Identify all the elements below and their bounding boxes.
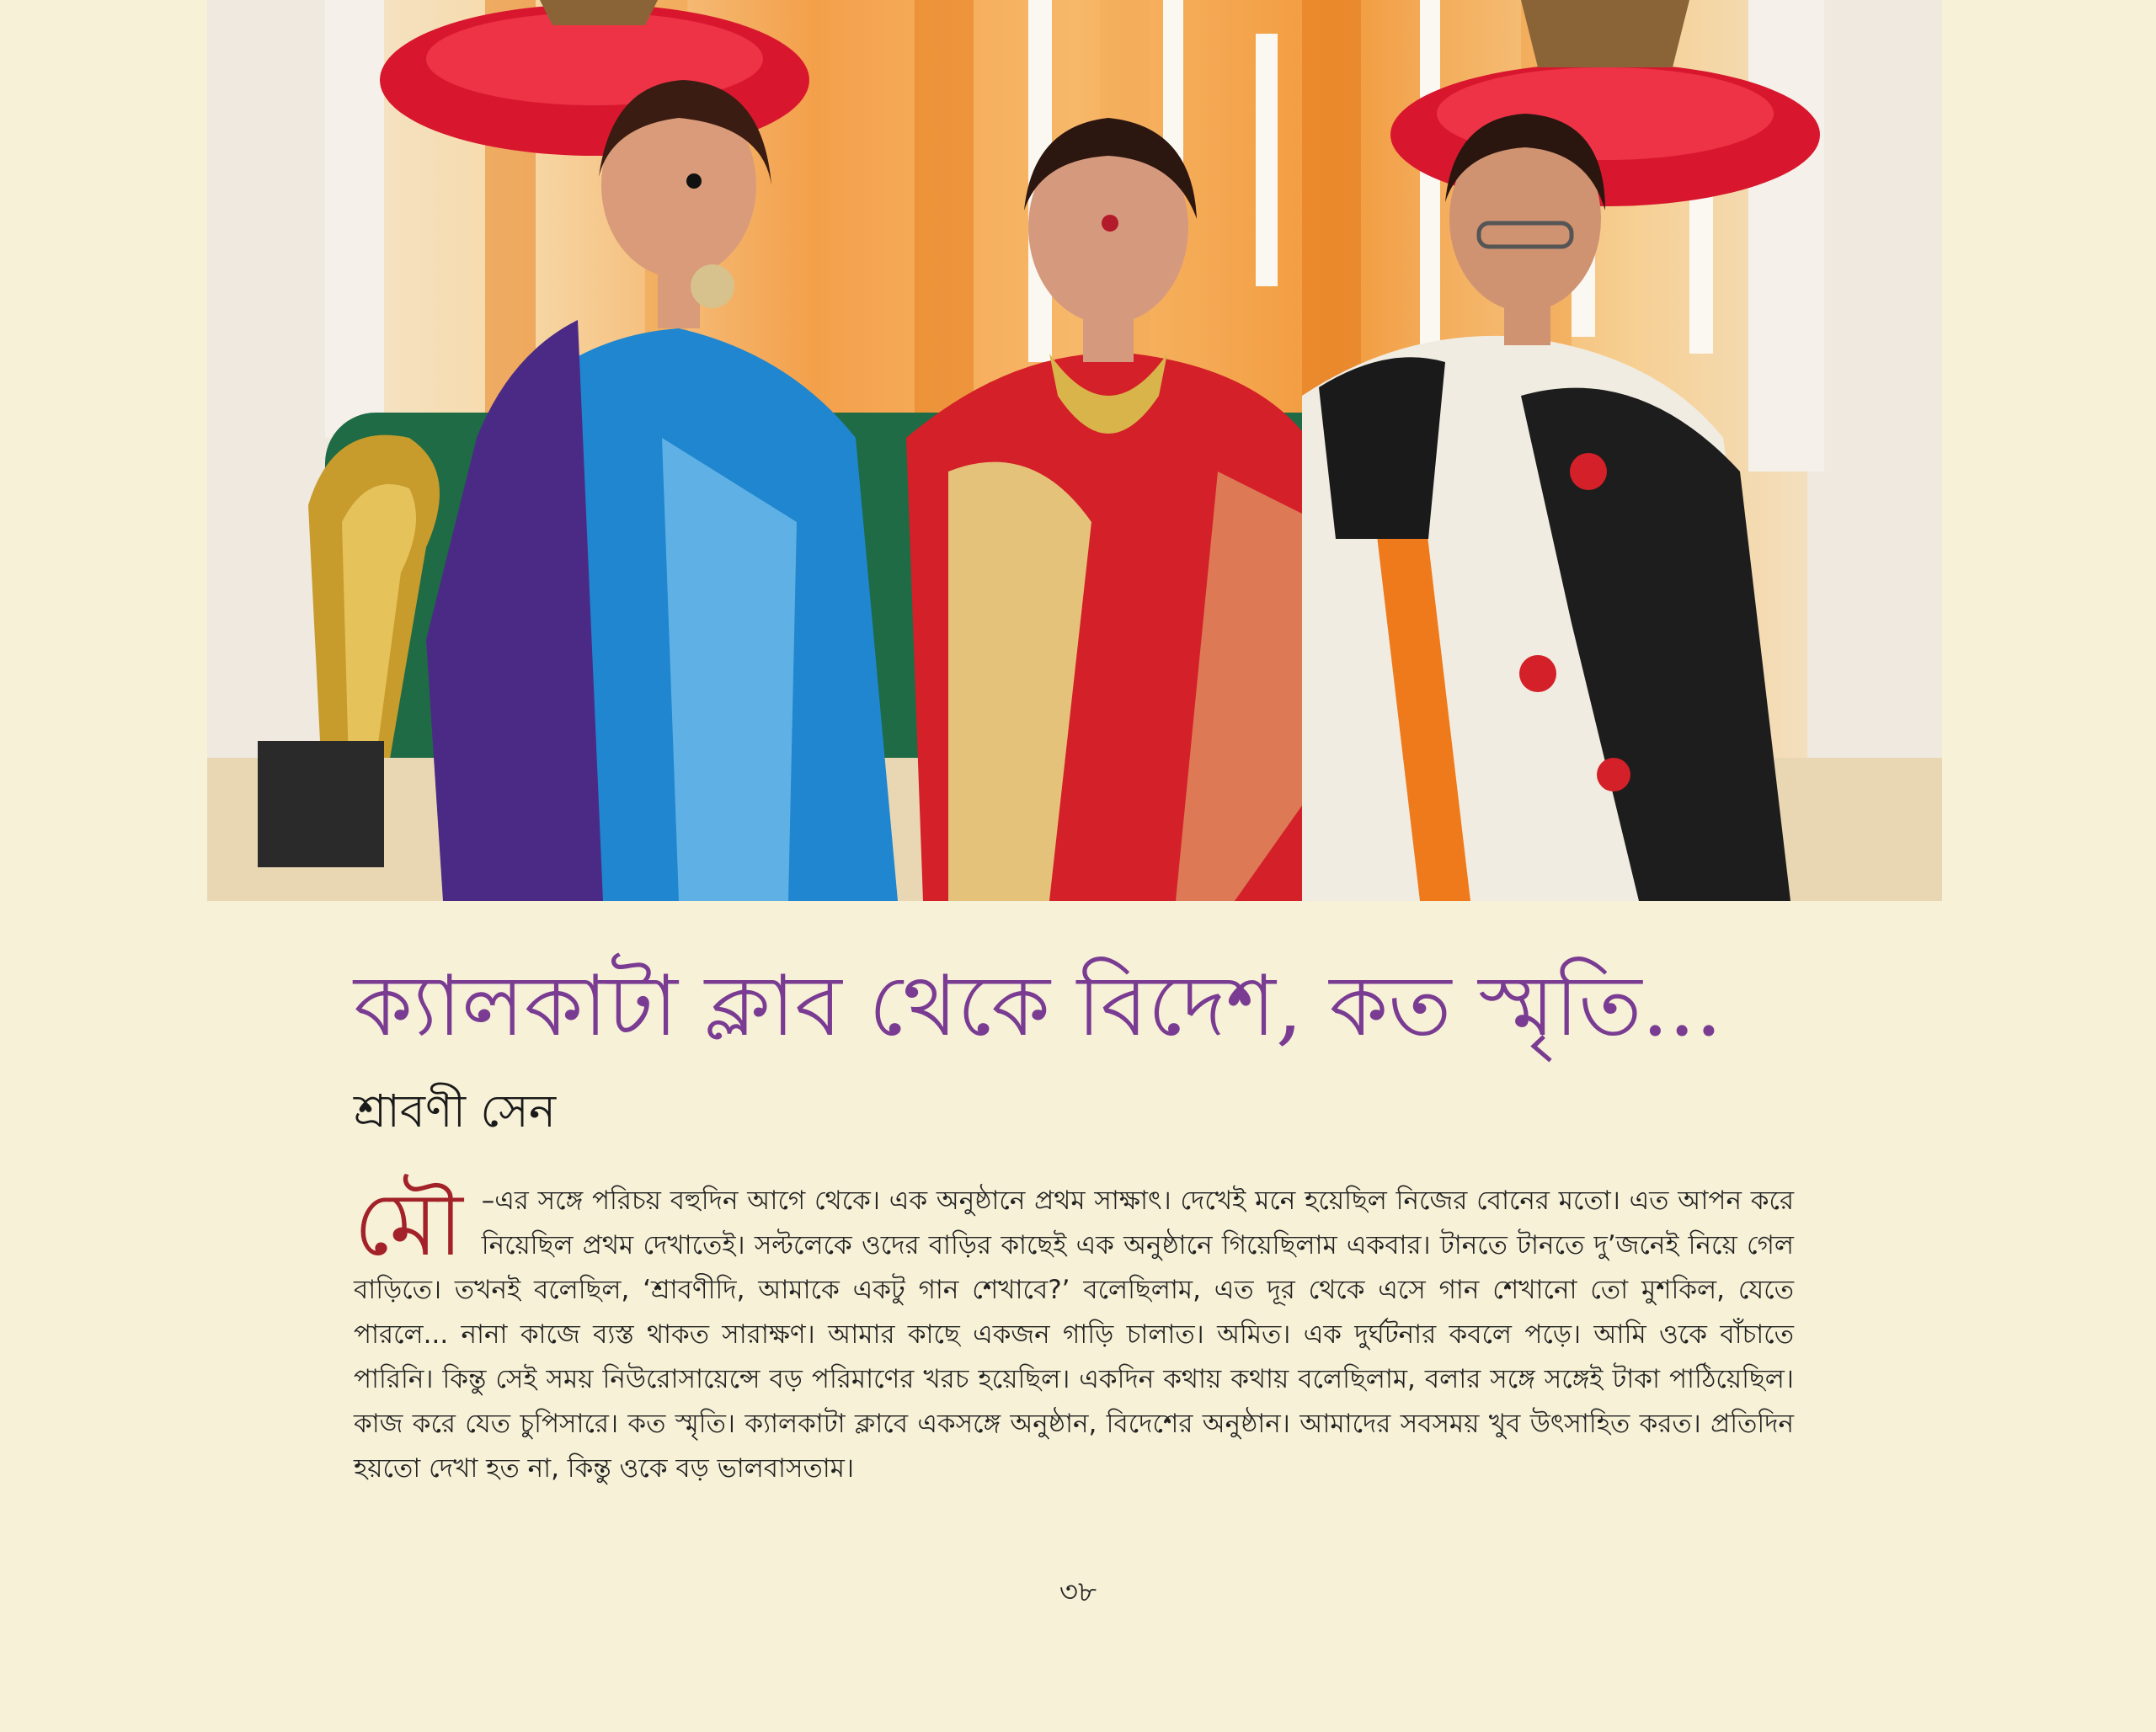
article-body — [354, 1173, 1794, 1491]
cover-photo — [207, 0, 1942, 901]
page-number: ৩৮ — [1059, 1575, 1097, 1609]
drop-cap: মৌ — [354, 1173, 463, 1276]
article-text: –এর সঙ্গে পরিচয় বহুদিন আগে থেকে। এক অনুষ্ঠানে প্রথম সাক্ষাৎ। দেখেই মনে হয়েছিল নিজের বোনের মতো। এত আপন করে নিয়েছিল প্রথম দেখাতেই। সল্টলেকে ওদের বাড়ির কাছেই এক অনুষ্ঠানে গিয়েছিলাম একবার। টানতে টানতে দু’জনেই নিয়ে গেল বাড়িতে। তখনই বলেছিল, ‘শ্রাবণীদি, আমাকে একটু গান শেখাবে?’ বলেছিলাম, এত দূর থেকে এসে গান শেখানো তো মুশকিল, যেতে পারলে... নানা কাজে ব্যস্ত থাকত সারাক্ষণ। আমার কাছে একজন গাড়ি চালাত। অমিত। এক দুর্ঘটনার কবলে পড়ে। আমি ওকে বাঁচাতে পারিনি। কিন্তু সেই সময় নিউরোসায়েন্সে বড় পরিমাণের খরচ হয়েছিল। একদিন কথায় কথায় বলেছিলাম, বলার সঙ্গে সঙ্গেই টাকা পাঠিয়েছিল। কাজ করে যেত চুপিসারে। কত স্মৃতি। ক্যালকাটা ক্লাবে একসঙ্গে অনুষ্ঠান, বিদেশের অনুষ্ঠান। আমাদের সবসময় খুব উৎসাহিত করত। প্রতিদিন হয়তো দেখা হত না, কিন্তু ওকে বড় ভালবাসতাম। — [354, 1186, 1794, 1484]
byline: শ্রাবণী সেন — [354, 1084, 557, 1138]
headline: ক্যালকাটা ক্লাব থেকে বিদেশ, কত স্মৃতি... — [354, 957, 1722, 1055]
